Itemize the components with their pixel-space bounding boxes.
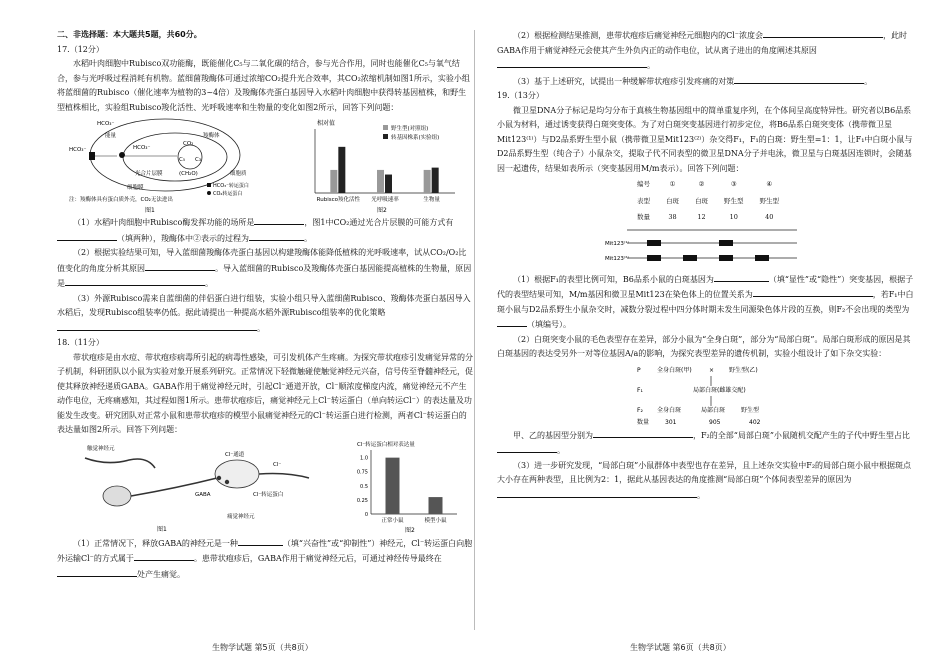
gel-band: [647, 240, 661, 246]
touch-neuron-axon: [85, 458, 155, 468]
fig1-label-cl: Cl⁻: [273, 461, 282, 468]
bar-野生型(对照组)-生物量: [424, 170, 431, 193]
fig1-label-hco3-left: HCO₃⁻: [69, 147, 87, 153]
right-column: [497, 28, 914, 503]
bar-转基因株系(实验组)-生物量: [432, 168, 439, 193]
legend-swatch-experiment: [383, 134, 388, 139]
q17-sub2: （2）根据实验结果可知，导入蓝细菌羧酶体壳蛋白基因以构建羧酶体能降低植株的光呼吸速率，试从CO₂/O₂比值变化的角度分析其原因 。导入蓝细菌的Rubisco及羧酶体壳蛋白基因能提高植株的生物量，原因是 。: [57, 248, 472, 288]
q17-fig1-diagram: [65, 115, 285, 215]
answer-blank[interactable]: [134, 551, 194, 561]
table-row: 数量 38 12 10 40: [637, 213, 774, 221]
gel-label-mit123-1: Mit123⁽¹⁾: [605, 240, 629, 247]
answer-blank[interactable]: [497, 443, 557, 453]
fig1-label-energy: 能量: [105, 133, 117, 139]
cross-f2-pheno-3: 野生型: [741, 406, 760, 414]
bar-转基因株系(实验组)-光呼吸速率: [385, 175, 392, 193]
answer-blank[interactable]: [753, 287, 873, 297]
fig1-label-touch-neuron: 触觉神经元: [87, 445, 115, 452]
q18-head: 18.（11分）: [57, 338, 104, 347]
left-column: [57, 28, 474, 582]
fig1-caption: 图1: [145, 207, 155, 214]
cross-p-right: 野生型(乙): [729, 366, 758, 374]
fig1-label-hco3-mid: HCO₃⁻: [133, 145, 151, 151]
answer-blank[interactable]: [238, 536, 283, 546]
q17-stem: 水稻叶肉细胞中Rubisco双功能酶，既能催化C₅与二氧化碳的结合，参与光合作用，同时也能催化C₅与氧气结合，参与光呼吸过程消耗有机物。蓝细菌羧酶体可通过浓缩CO₂提升光合效率，其CO₂浓缩机制如图1所示，实验小组将蓝细菌的Rubisco（催化速率为植物的3~4倍）及羧酶体壳蛋白基因导入水稻叶肉细胞中获得转基因植株，和野生型植株相比，实验组Rubisco羧化活性、光呼吸速率和生物量的变化如图2所示，回答下列问题：: [57, 59, 470, 112]
q19-result-table: [629, 176, 787, 226]
section-header: 二、非选择题：本大题共5题，共60分。: [57, 30, 202, 39]
answer-blank[interactable]: [57, 231, 117, 241]
fig1-label-carboxysome: 羧酶体: [203, 133, 220, 139]
cross-p-label: P: [637, 366, 641, 374]
q19-cross-diagram: [497, 362, 914, 428]
q19-sub2b: 甲、乙的基因型分别为 ，F₂的全部“局部白斑”小鼠随机交配产生的子代中野生型占比。: [497, 428, 914, 459]
fig1-note: 注：羧酶体具有蛋白质外壳，CO₂无法进出: [69, 197, 173, 203]
tick-label-正常小鼠: 正常小鼠: [381, 517, 404, 524]
gel-band: [719, 240, 733, 246]
table-row: 编号 ① ② ③ ④: [637, 180, 773, 188]
cross-count-label: 数量: [637, 418, 650, 426]
q19-sub1: （1）根据F₁的表型比例可知，B6品系小鼠的白斑基因为 （填“显性”或“隐性”）突变基因，根据子代的表型结果可知，M/m基因和微卫星Mit123在染色体上的位置关系为 ，若F₁中白斑小鼠与D2品系野生小鼠杂交时，减数分裂过程中四分体时期未发生同源染色体片段的互换，则F₂不会出现的类型为（填编号）。: [497, 272, 914, 333]
q19-stem: 微卫星DNA分子标记是均匀分布于真核生物基因组中的简单重复序列，在个体间呈高度特异性。研究者以B6品系小鼠为材料，通过诱变获得白斑突变体。为了对白斑突变基因进行初步定位，将B6品系白斑突变体（携带微卫星Mit123⁽¹⁾）与D2品系野生型小鼠（携带微卫星Mit123⁽²⁾）杂交得F₁，F₁的白斑：野生型=1：1，让F₁中白斑小鼠与D2品系野生型（纯合子）小鼠杂交，提取子代不同表型的微卫星DNA分子并电泳，微卫星与白斑基因连锁时，会随基因一起遗传，结果如表所示（突变基因用M/m表示）。回答下列问题：: [497, 105, 913, 173]
q19-sub2: （2）白斑突变小鼠的毛色表型存在差异，部分小鼠为“全身白斑”，部分为“局部白斑”。局部白斑形成的原因是其白斑基因的表达受另外一对等位基因A/a的影响，为探究表型差异的遗传机制，实验小组设计了如下杂交实验：: [497, 334, 911, 358]
y-tick-label-0.5: 0.5: [360, 483, 368, 490]
cross-diagram-svg: [497, 362, 914, 428]
bar-正常小鼠: [386, 457, 400, 513]
answer-blank[interactable]: [497, 317, 527, 327]
table-row: 表型 白斑 白斑 野生型 野生型: [637, 196, 779, 205]
q17-sub1: （1）水稻叶肉细胞中Rubisco酶发挥功能的场所是 ，图1中CO₂通过光合片层膜的可能方式有（填两种），羧酶体中②表示的过程为 。: [57, 215, 474, 246]
footer-page-6: 生物学试题 第6页（共8页）: [630, 643, 731, 652]
gel-band: [719, 255, 733, 261]
cross-f2-label: F₂: [637, 406, 643, 414]
tick-label-模型小鼠: 模型小鼠: [424, 517, 447, 524]
column-divider: [474, 30, 475, 630]
fig2-legend-experiment: 转基因株系(实验组): [391, 135, 440, 141]
fig2-ylabel: 相对值: [317, 120, 336, 127]
footer-page-5: 生物学试题 第5页（共8页）: [212, 643, 313, 652]
cross-f2-pheno-2: 局部白斑: [701, 406, 726, 414]
answer-blank[interactable]: [714, 272, 769, 282]
q17-sub3: （3）外源Rubisco需来自蓝细菌的伴侣蛋白进行组装，实验小组只导入蓝细菌Rubisco、羧酶体壳蛋白基因导入水稻后，发现Rubisco组装率仍低。据此请提出一种提高水稻外源Rubisco组装率的优化策略。: [57, 293, 471, 333]
fig1-label-cytoplasm: 细胞质: [230, 171, 247, 177]
fig1-caption-q18: 图1: [157, 525, 167, 533]
answer-blank[interactable]: [497, 488, 697, 498]
fig1-legend-co2-transporter: CO₂转运蛋白: [213, 191, 243, 197]
answer-blank[interactable]: [249, 231, 304, 241]
gel-band: [647, 255, 661, 261]
answer-blank[interactable]: [593, 428, 693, 438]
gel-band: [755, 255, 769, 261]
y-tick-label-1.0: 1.0: [360, 455, 368, 462]
legend-swatch-control: [383, 125, 388, 130]
fig1-label-c3: C₃: [195, 157, 202, 163]
fig2-legend-control: 野生型(对照组): [391, 126, 429, 132]
cross-f2-pheno-1: 全身白斑: [657, 406, 682, 414]
co2-transporter-icon: [119, 152, 125, 158]
y-tick-label-0: 0: [364, 511, 368, 518]
fig1-label-hco3-out: HCO₃⁻: [97, 121, 115, 127]
cross-count-2: 905: [709, 418, 721, 426]
y-tick-label-0.75: 0.75: [356, 469, 368, 476]
fig2-caption-q18: 图2: [405, 526, 415, 534]
fig1-label-lamella: 光合片层膜: [135, 171, 163, 177]
answer-blank[interactable]: [65, 276, 205, 286]
q18-figures: [57, 438, 474, 536]
fig1-label-co2: CO₂: [183, 141, 194, 147]
fig2-caption: 图2: [377, 207, 387, 214]
q17-fig2-chart: [287, 115, 467, 215]
cross-count-3: 402: [749, 418, 761, 426]
answer-blank[interactable]: [145, 261, 215, 271]
fig1-label-gaba: GABA: [195, 491, 211, 498]
q18-stem: 带状疱疹是由水痘、带状疱疹病毒所引起的病毒性感染，可引发机体产生疼痛。为探究带状疱疹引发痛觉异常的分子机制，科研团队以小鼠为实验对象开展系列研究。正常情况下轻微触碰使触觉神经元兴奋，信号传至脊髓神经元，促使其释放神经递质GABA。GABA作用于痛觉神经元时，引起Cl⁻通道开放，Cl⁻顺浓度梯度内流，痛觉神经元不产生动作电位，无疼痛感知，其过程如图1所示。患带状疱疹后，痛觉神经元上Cl⁻转运蛋白（单向转运Cl⁻）的表达量及功能发生改变。研究团队对正常小鼠和患带状疱疹的模型小鼠痛觉神经元的Cl⁻转运蛋白进行检测，两者Cl⁻转运蛋白的表达量如图2所示。回答下列问题：: [57, 352, 473, 434]
y-tick-label-0.25: 0.25: [356, 497, 368, 504]
q18-sub2: （2）根据检测结果推测，患带状疱疹后痛觉神经元细胞内的Cl⁻浓度会 ，此时GABA作用于痛觉神经元会使其产生外负内正的动作电位，试从离子进出的角度阐述其原因。: [497, 28, 914, 74]
q19-head: 19.（13分）: [497, 91, 544, 100]
answer-blank[interactable]: [57, 321, 257, 331]
pain-neuron-body: [215, 460, 259, 488]
q19-gel-figure: [497, 226, 914, 272]
fig1-label-membrane: 细胞膜: [127, 185, 144, 191]
fig1-legend-hco3-transporter: HCO₃⁻转运蛋白: [213, 183, 249, 189]
hco3-transporter-icon: [89, 152, 95, 160]
bar-野生型(对照组)-光呼吸速率: [377, 170, 384, 193]
cross-symbol: ×: [709, 366, 715, 374]
fig1-label-cl-channel: Cl⁻通道: [225, 451, 245, 458]
bar-野生型(对照组)-Rubisco羧化活性: [330, 170, 337, 193]
spinal-neuron-body: [103, 486, 131, 506]
q18-sub3: （3）基于上述研究，试提出一种缓解带状疱疹引发疼痛的对策 。: [497, 74, 914, 90]
answer-blank[interactable]: [254, 215, 304, 225]
answer-blank[interactable]: [763, 28, 883, 38]
gel-label-mit123-2: Mit123⁽²⁾: [605, 255, 629, 262]
fig1-label-pain-neuron: 痛觉神经元: [227, 513, 255, 520]
fig1-label-cl-transporter: Cl⁻转运蛋白: [253, 491, 284, 498]
fig1-label-ch2o: (CH₂O): [179, 171, 198, 177]
q18-sub1: （1）正常情况下，释放GABA的神经元是一种 （填“兴奋性”或“抑制性”）神经元，Cl⁻转运蛋白向胞外运输Cl⁻的方式属于 。患带状疱疹后，GABA作用于痛觉神经元后，可通过神经传导最终在处产生痛觉。: [57, 536, 474, 583]
cross-count-1: 301: [665, 418, 677, 426]
answer-blank[interactable]: [497, 58, 647, 68]
cross-f1-label: F₁: [637, 386, 643, 394]
fig2-title-q18: Cl⁻转运蛋白相对表达量: [357, 441, 415, 448]
answer-blank[interactable]: [57, 567, 137, 577]
answer-blank[interactable]: [734, 74, 864, 84]
cross-f1-text: 局部白斑(雌雄交配): [693, 386, 746, 394]
tick-label-Rubisco羧化活性: Rubisco羧化活性: [316, 197, 361, 203]
bar-模型小鼠: [429, 497, 443, 514]
fig1-label-c5: C₅: [179, 157, 186, 163]
q18-fig2-chart: [347, 438, 467, 534]
q19-gel-diagram: [497, 226, 914, 272]
cross-p-left: 全身白斑(甲): [657, 366, 692, 374]
q17-figures: [57, 115, 474, 215]
tick-label-生物量: 生物量: [423, 197, 440, 203]
gel-band: [683, 255, 697, 261]
q18-fig1-neuron-diagram: [77, 438, 317, 534]
q19-sub3: （3）进一步研究发现，“局部白斑”小鼠群体中表型也存在差异，且上述杂交实验中F₂的局部白斑小鼠中根据斑点大小存在两种表型，且比例为2：1，据此从基因表达的角度推测“局部白斑”个体间表型差异的原因为。: [497, 460, 912, 500]
q17-head: 17.（12分）: [57, 44, 104, 54]
tick-label-光呼吸速率: 光呼吸速率: [371, 197, 399, 203]
bar-转基因株系(实验组)-Rubisco羧化活性: [338, 147, 345, 193]
